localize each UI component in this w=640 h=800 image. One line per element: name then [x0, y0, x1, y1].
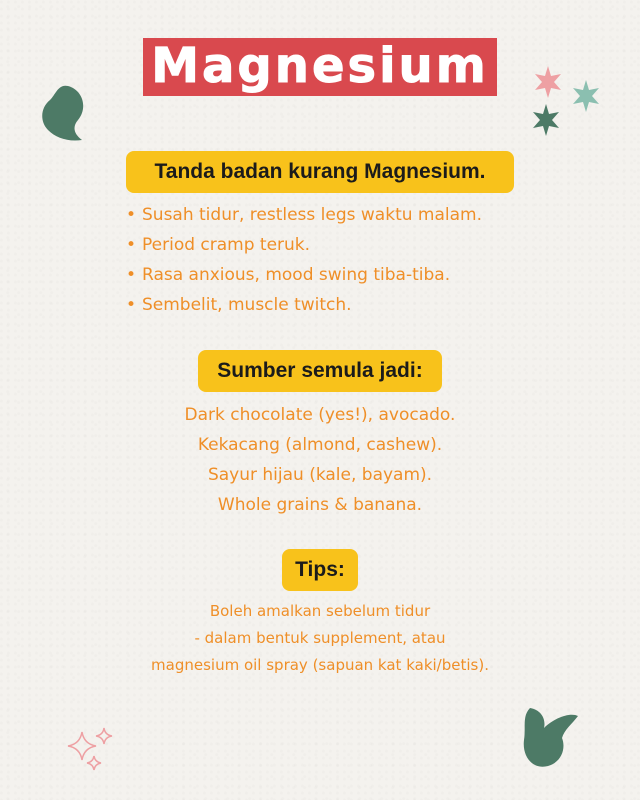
text-line: Kekacang (almond, cashew). [197, 435, 443, 455]
list-item [126, 260, 586, 290]
list-item-text: Rasa anxious, mood swing tiba-tiba. [142, 265, 451, 285]
section-heading-sources: Sumber semula jadi: [198, 350, 442, 392]
list-item [126, 230, 586, 260]
tips-text [0, 598, 640, 679]
text-line: - dalam bentuk supplement, atau [194, 629, 446, 647]
leaf-blob-icon [520, 704, 580, 770]
section-heading-symptoms: Tanda badan kurang Magnesium. [126, 151, 514, 193]
list-item [126, 290, 586, 320]
text-line: magnesium oil spray (sapuan kat kaki/betis). [151, 656, 489, 674]
bullet: • [126, 295, 137, 315]
bullet: • [126, 235, 137, 255]
bullet: • [126, 205, 137, 225]
list-item [126, 200, 586, 230]
list-item-text: Susah tidur, restless legs waktu malam. [142, 205, 482, 225]
symptom-list [126, 200, 586, 320]
section-heading-tips: Tips: [282, 549, 358, 591]
list-item-text: Sembelit, muscle twitch. [142, 295, 352, 315]
sparkle-icon [64, 726, 120, 774]
sources-text [0, 400, 640, 520]
text-line: Boleh amalkan sebelum tidur [209, 602, 431, 620]
text-line: Whole grains & banana. [217, 495, 423, 515]
text-line: Dark chocolate (yes!), avocado. [184, 405, 456, 425]
title-container [0, 38, 640, 96]
list-item-text: Period cramp teruk. [142, 235, 311, 255]
bullet: • [126, 265, 137, 285]
page-title: Magnesium [143, 38, 496, 96]
text-line: Sayur hijau (kale, bayam). [207, 465, 433, 485]
